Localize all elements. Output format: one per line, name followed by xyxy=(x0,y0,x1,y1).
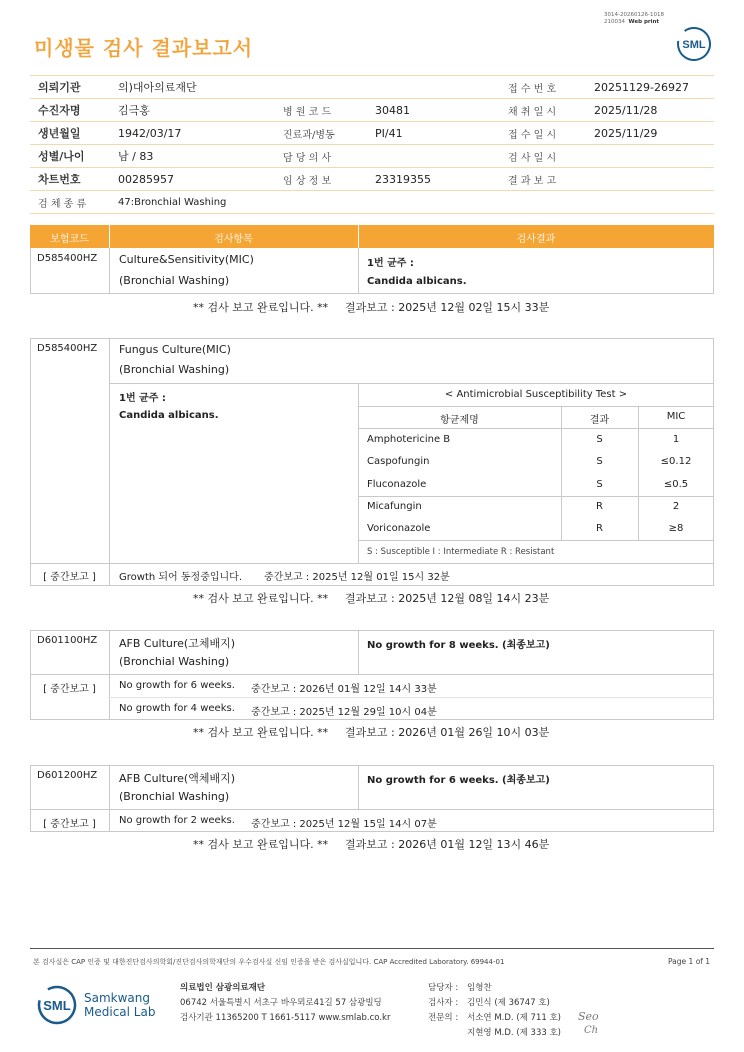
staff-value: 임형찬 xyxy=(467,983,492,993)
block2-test: Fungus Culture(MIC) xyxy=(119,343,231,356)
web-print-label: Web print xyxy=(628,19,660,25)
info-label: 검 사 일 시 xyxy=(500,145,586,168)
print-code-line1: 3014-20260126-1018 xyxy=(604,12,664,18)
info-value xyxy=(367,145,500,168)
block3-test: AFB Culture(고체배지) xyxy=(119,637,236,650)
ast-header-result: 결과 xyxy=(589,415,610,426)
block4-done: ** 검사 보고 완료입니다. ** xyxy=(193,838,329,851)
print-code-line2: 210034 xyxy=(604,19,625,25)
block4-specimen: (Bronchial Washing) xyxy=(119,790,230,803)
block3-interim1-time: 중간보고 : 2026년 01월 12일 14시 33분 xyxy=(251,684,437,695)
info-label: 임 상 정 보 xyxy=(275,168,367,191)
ast-mic: 2 xyxy=(672,501,680,512)
col-result: 검사결과 xyxy=(516,234,556,245)
info-value xyxy=(586,145,714,168)
ast-drug: Amphotericine B xyxy=(367,434,451,445)
tester-label: 검사자 : xyxy=(428,998,459,1008)
info-label: 결 과 보 고 xyxy=(500,168,586,191)
ast-header-mic: MIC xyxy=(666,411,686,422)
info-label: 담 당 의 사 xyxy=(275,145,367,168)
ast-drug: Micafungin xyxy=(367,501,422,512)
block2-strain-value: Candida albicans. xyxy=(119,410,219,421)
specimen-row xyxy=(30,191,714,214)
info-label: 채 취 일 시 xyxy=(500,99,586,122)
block3-done: ** 검사 보고 완료입니다. ** xyxy=(193,726,329,739)
tester-value: 김민식 (제 36747 호) xyxy=(467,998,550,1008)
info-value: PI/41 xyxy=(367,122,500,145)
info-value: 23319355 xyxy=(367,168,500,191)
block2-specimen: (Bronchial Washing) xyxy=(119,363,230,376)
block4-code: D601200HZ xyxy=(37,770,98,781)
ast-title: < Antimicrobial Susceptibility Test > xyxy=(444,389,628,400)
block4-interim-text: No growth for 2 weeks. xyxy=(119,815,235,826)
info-value: 1942/03/17 xyxy=(110,122,275,145)
info-value: 20251129-26927 xyxy=(586,76,714,99)
block2-report: 결과보고 : 2025년 12월 08일 14시 23분 xyxy=(345,592,550,605)
info-label: 수진자명 xyxy=(30,99,110,122)
specimen-label: 검 체 종 류 xyxy=(30,191,110,214)
block4-report: 결과보고 : 2026년 01월 12일 13시 46분 xyxy=(345,838,550,851)
info-value: 의)대아의료재단 xyxy=(110,76,275,99)
block1-report: 결과보고 : 2025년 12월 02일 15시 33분 xyxy=(345,301,550,314)
block2-interim-text: Growth 되어 동정중입니다. xyxy=(119,572,243,583)
block2-interim-time: 중간보고 : 2025년 12월 01일 15시 32분 xyxy=(264,572,450,583)
result-column-header xyxy=(30,225,714,248)
ast-result: S xyxy=(596,456,603,467)
sml-logo-icon xyxy=(676,26,712,62)
ast-result: S xyxy=(596,434,603,445)
logo-text: SML xyxy=(682,39,706,51)
specialist-label: 전문의 : xyxy=(428,1013,459,1023)
info-label: 진료과/병동 xyxy=(275,122,367,145)
block3-code: D601100HZ xyxy=(37,635,98,646)
specimen-value: 47:Bronchial Washing xyxy=(110,191,714,214)
block3-interim2-time: 중간보고 : 2025년 12월 29일 10시 04분 xyxy=(251,707,437,718)
info-value: 00285957 xyxy=(110,168,275,191)
block2-strain-label: 1번 균주 : xyxy=(119,393,166,404)
ast-result: R xyxy=(596,523,603,534)
info-label xyxy=(275,76,367,99)
specialist-2-value: 지현영 M.D. (제 333 호) xyxy=(467,1028,562,1038)
info-label: 생년월일 xyxy=(30,122,110,145)
ast-mic: ≤0.5 xyxy=(663,479,689,490)
info-row xyxy=(30,145,714,168)
ast-mic: ≥8 xyxy=(668,523,684,534)
block3-result: No growth for 8 weeks. (최종보고) xyxy=(367,640,550,651)
info-label: 의뢰기관 xyxy=(30,76,110,99)
ast-drug: Fluconazole xyxy=(367,479,427,490)
block3-interim-label: [ 중간보고 ] xyxy=(43,684,96,695)
block3-interim1-text: No growth for 6 weeks. xyxy=(119,680,235,691)
block1-result-value: Candida albicans. xyxy=(367,276,467,287)
ast-mic: 1 xyxy=(672,434,680,445)
info-value: 김극홍 xyxy=(110,99,275,122)
block2-done: ** 검사 보고 완료입니다. ** xyxy=(193,592,329,605)
block1-result-label: 1번 균주 : xyxy=(367,258,414,269)
block4-result: No growth for 6 weeks. (최종보고) xyxy=(367,775,550,786)
info-row xyxy=(30,99,714,122)
signature-2: Ch xyxy=(584,1025,599,1036)
ast-legend: S : Susceptible I : Intermediate R : Resistant xyxy=(367,547,555,557)
info-row xyxy=(30,168,714,191)
sml-footer-logo-icon xyxy=(36,984,78,1026)
ast-drug: Voriconazole xyxy=(367,523,431,534)
block3-interim2-text: No growth for 4 weeks. xyxy=(119,703,235,714)
info-label: 병 원 코 드 xyxy=(275,99,367,122)
info-value: 남 / 83 xyxy=(110,145,275,168)
ast-mic: ≤0.12 xyxy=(660,456,692,467)
block3-specimen: (Bronchial Washing) xyxy=(119,655,230,668)
ast-result: R xyxy=(596,501,603,512)
col-code: 보험코드 xyxy=(50,234,89,245)
signature-1: Seo xyxy=(578,1010,599,1023)
ast-header-drug: 항균제명 xyxy=(440,415,479,426)
footer-address: 06742 서울특별시 서초구 바우뫼로41길 57 삼광빌딩 xyxy=(180,998,382,1008)
brand-line2: Medical Lab xyxy=(84,1005,156,1019)
info-value: 2025/11/29 xyxy=(586,122,714,145)
ast-drug: Caspofungin xyxy=(367,456,430,467)
block4-test: AFB Culture(액체배지) xyxy=(119,772,236,785)
info-value xyxy=(586,168,714,191)
ast-result: S xyxy=(596,479,603,490)
block1-done: ** 검사 보고 완료입니다. ** xyxy=(193,301,329,314)
footer-org: 의료법인 삼광의료재단 xyxy=(180,983,266,993)
info-value: 30481 xyxy=(367,99,500,122)
block3-report: 결과보고 : 2026년 01월 26일 10시 03분 xyxy=(345,726,550,739)
info-label: 접 수 일 시 xyxy=(500,122,586,145)
info-row xyxy=(30,76,714,99)
block2-code: D585400HZ xyxy=(37,343,98,354)
block1-test: Culture&Sensitivity(MIC) xyxy=(119,253,254,266)
block2-interim-label: [ 중간보고 ] xyxy=(43,572,96,583)
info-label: 접 수 번 호 xyxy=(500,76,586,99)
staff-label: 담당자 : xyxy=(428,983,459,993)
specialist-1-value: 서소연 M.D. (제 711 호) xyxy=(467,1013,562,1023)
block1-specimen: (Bronchial Washing) xyxy=(119,274,230,287)
info-value: 2025/11/28 xyxy=(586,99,714,122)
block4-interim-label: [ 중간보고 ] xyxy=(43,819,96,830)
col-item: 검사항목 xyxy=(214,234,253,245)
block1-code: D585400HZ xyxy=(37,253,98,264)
page-number: Page 1 of 1 xyxy=(668,957,711,966)
print-code xyxy=(604,12,664,26)
brand-line1: Samkwang xyxy=(84,991,150,1005)
patient-info-table xyxy=(30,75,714,214)
footer-cert: 본 검사실은 CAP 인증 및 대한진단검사의학회/진단검사의학재단의 우수검사실 신임 인증을 받은 검사실입니다. CAP Accredited Laboratory. 69944-01 xyxy=(33,958,505,966)
footer-logo-text: SML xyxy=(43,998,71,1013)
info-row xyxy=(30,122,714,145)
page-title: 미생물 검사 결과보고서 xyxy=(34,36,254,60)
info-value xyxy=(367,76,500,99)
block4-interim-time: 중간보고 : 2025년 12월 15일 14시 07분 xyxy=(251,819,437,830)
footer-contact: 검사기관 11365200 T 1661-5117 www.smlab.co.kr xyxy=(180,1013,391,1023)
info-label: 성별/나이 xyxy=(30,145,110,168)
info-label: 차트번호 xyxy=(30,168,110,191)
